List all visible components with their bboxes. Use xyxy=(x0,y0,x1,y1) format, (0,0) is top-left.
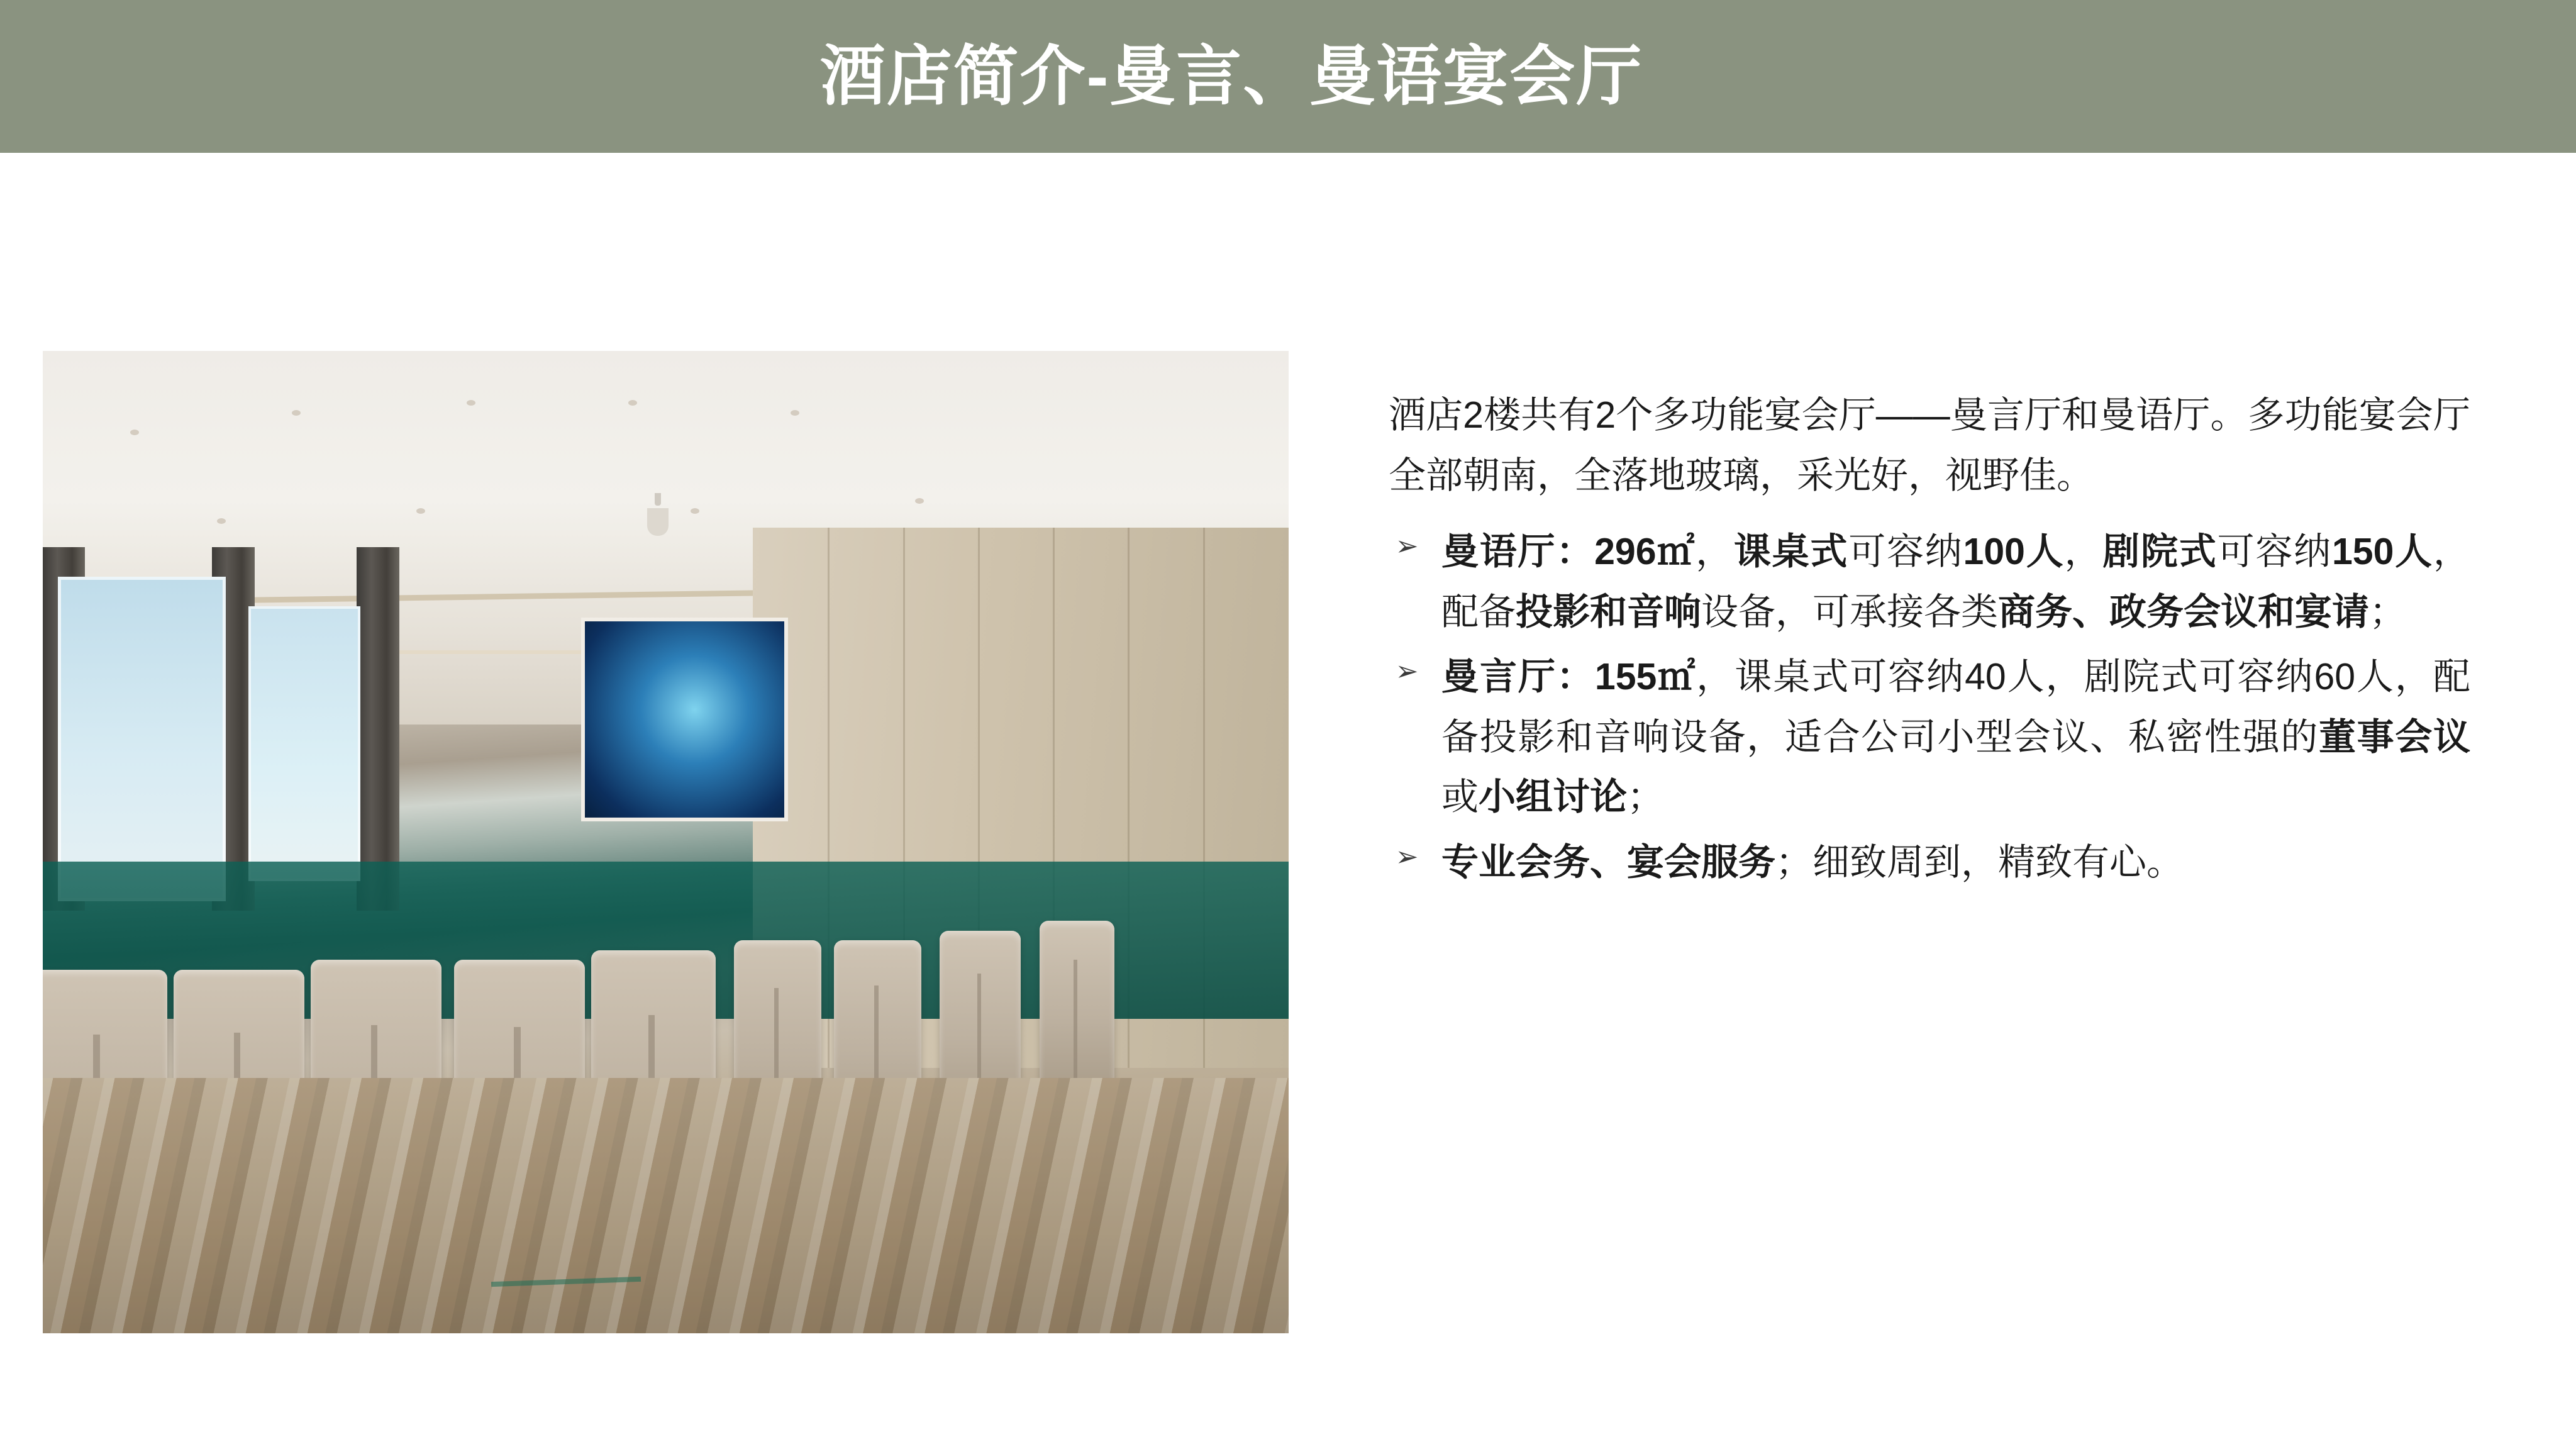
photo-window xyxy=(248,606,360,881)
bullet-text-run: 100人 xyxy=(1963,531,2065,573)
bullet-text-run: ； xyxy=(1627,776,1665,818)
bullet-text-run: ； xyxy=(2369,591,2407,633)
photo-ceiling-light xyxy=(791,410,799,416)
page-title: 酒店简介-曼言、曼语宴会厅 xyxy=(819,40,1643,113)
bullet-item xyxy=(1389,833,2470,893)
bullet-text xyxy=(1441,656,2470,818)
photo-ceiling-light xyxy=(691,508,699,514)
bullet-text-run: 或 xyxy=(1441,776,1479,818)
bullet-text-run: ， xyxy=(2064,531,2103,573)
bullet-arrow-icon: ➢ xyxy=(1395,841,1419,873)
intro-paragraph: 酒店2楼共有2个多功能宴会厅——曼言厅和曼语厅。多功能宴会厅全部朝南，全落地玻璃，采光好，视野佳。 xyxy=(1389,394,2470,496)
photo-image xyxy=(43,351,1289,1333)
banquet-hall-photo xyxy=(43,351,1289,1333)
bullet-text-run: 课桌式 xyxy=(1733,531,1849,573)
bullet-text xyxy=(1441,841,2184,883)
bullet-text-run: 商务、政务会议和宴请 xyxy=(1998,591,2370,633)
bullet-arrow-icon: ➢ xyxy=(1395,531,1419,562)
bullet-text-run: 曼语厅：296㎡ xyxy=(1441,531,1696,573)
bullet-item xyxy=(1389,647,2470,828)
bullet-text-run: 小组讨论 xyxy=(1479,776,1628,818)
photo-ceiling-light xyxy=(130,430,139,435)
bullet-text-run: 可容纳 xyxy=(1848,531,1963,573)
photo-ceiling-light xyxy=(217,518,226,524)
photo-carpet xyxy=(43,1078,1289,1333)
bullet-text-run: ，课桌式可容纳40人，剧院式可容纳60人，配备投影和音响设备，适合公司小型会议、私密性强的 xyxy=(1441,656,2470,758)
slide-header-band xyxy=(0,0,2576,153)
bullet-text-run: ；细致周到，精致有心。 xyxy=(1775,841,2184,884)
bullet-text-run: 150人 xyxy=(2331,531,2433,573)
bullet-list xyxy=(1389,522,2470,892)
bullet-text-run: ， xyxy=(1696,531,1734,573)
photo-projector xyxy=(647,508,669,536)
photo-ceiling-light xyxy=(467,400,475,406)
photo-chair xyxy=(1040,921,1114,1097)
bullet-arrow-icon: ➢ xyxy=(1395,656,1419,687)
photo-curtain xyxy=(357,547,399,911)
bullet-text-run: 可容纳 xyxy=(2217,531,2332,573)
bullet-text-run: ，配备 xyxy=(1441,531,2470,633)
bullet-text-run: 曼言厅：155㎡ xyxy=(1441,656,1697,698)
bullet-text xyxy=(1441,531,2470,633)
bullet-item xyxy=(1389,522,2470,642)
photo-window xyxy=(58,577,226,901)
slide-body xyxy=(0,153,2576,1449)
bullet-text-run: 剧院式 xyxy=(2102,531,2218,573)
bullet-text-run: 董事会议 xyxy=(2319,716,2470,758)
bullet-text-run: 投影和音响 xyxy=(1516,591,1702,633)
description-column xyxy=(1389,386,2470,898)
photo-ceiling-light xyxy=(292,410,301,416)
bullet-text-run: 设备，可承接各类 xyxy=(1701,591,1999,633)
bullet-text-run: 专业会务、宴会服务 xyxy=(1441,841,1776,884)
photo-projection-screen xyxy=(585,621,784,818)
